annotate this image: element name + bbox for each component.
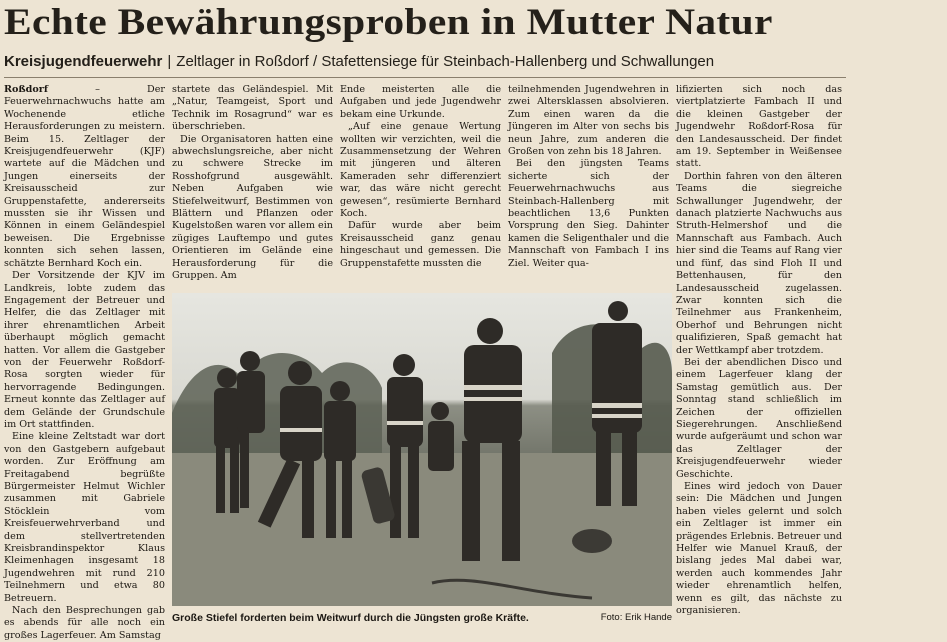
subheadline-row [4, 51, 846, 73]
text-column-3 [340, 84, 501, 289]
kicker-separator: | [167, 53, 172, 70]
paragraph: Dafür wurde aber beim Kreisausscheid ganz genau hingeschaut und gemessen. Die Gruppenstafette mussten die [340, 220, 501, 269]
paragraph: Der Vorsitzende der KJV im Landkreis, lobte zudem das Engagement der Betreuer und Helfer, die das Zeltlager mit ihrer ehrenamtlichen Arbeit überhaupt möglich gemacht hatten. Vor allem die Gastgeber von der Feuerwehr Roßdorf-Rosa sorgten wieder für hervorragende Bedingungen. Erneut konnte das Zeltlager auf dem Gelände der Grundschule im Ort stattfinden. [4, 270, 165, 430]
text-column-4 [508, 84, 669, 289]
text-column-1 [4, 84, 165, 641]
paragraph [4, 84, 165, 270]
news-photo [172, 293, 672, 606]
paragraph: startete das Geländespiel. Mit „Natur, Teamgeist, Sport und Technik im Rosagrund“ war es überschrieben. [172, 84, 333, 133]
photo-credit: Foto: Erik Hande [600, 612, 672, 623]
photo-caption: Große Stiefel forderten beim Weitwurf durch die Jüngsten große Kräfte. [172, 612, 529, 624]
text-column-2 [172, 84, 333, 289]
photo-illustration [172, 293, 672, 606]
paragraph: teilnehmenden Jugendwehren in zwei Altersklassen absolvieren. Zum einen waren da die Jüngeren im Alter von sechs bis neun Jahre, zum anderen die Großen von zehn bis 18 Jahren. [508, 84, 669, 158]
paragraph: Dorthin fahren von den älteren Teams die siegreiche Schwallunger Jugendwehr, der danach platzierte Nachwuchs aus Struth-Helmershof und die Mannschaft aus Fambach. Auch hier sind die Teams auf Rang vier und fünf, das sind Floh II und Bettenhausen, für den Landesausscheid zugelassen. Zwar konnten sich die Teilnehmer aus Frankenheim, Oberhof und Behrungen nicht qualifizieren, Spaß gemacht hat der Wettkampf aber trotzdem. [676, 170, 842, 356]
paragraph: lifizierten sich noch das viertplatzierte Fambach II und die kleinen Gastgeber der Jugendwehr Roßdorf-Rosa für den Landesausscheid. Der findet am 19. September in Weißensee statt. [676, 84, 842, 170]
paragraph-text: – Der Feuerwehrnachwuchs hatte am Wochenende etliche Herausforderungen zu meistern. Beim 15. Zeltlager der Kreisjugendfeuerwehr (KJF) wartete auf die Mädchen und Jungen einerseits der Kreisausscheid zur Gruppenstafette, andererseits mussten sie ihr Wissen und Können in einem Geländespiel beweisen. Die Ergebnisse konnten sich sehen lassen, schätzte Bernhard Koch ein. [4, 84, 165, 269]
paragraph: Eines wird jedoch von Dauer sein: Die Mädchen und Jungen haben vieles gelernt und solch ein Zeltlager ist immer ein prägendes Erlebnis. Betreuer und Helfer wie Manuel Krauß, der bislang jedes Mal dabei war, werden auch kommendes Jahr wieder ehrenamtlich helfen, wenn es gilt, das nächste zu organisieren. [676, 481, 842, 617]
text-column-5 [676, 84, 842, 624]
paragraph: „Auf eine genaue Wertung wollten wir verzichten, weil die Zusammensetzung der Wehren mit jüngeren und älteren Kameraden sehr differenziert war, das wäre nicht gerecht gewesen“, resümierte Bernhard Koch. [340, 121, 501, 220]
paragraph: Bei den jüngsten Teams sicherte sich der Feuerwehrnachwuchs aus Steinbach-Hallenberg mit beachtlichen 13,6 Punkten Vorsprung den Sieg. Dahinter kamen die Seligenthaler und die Mannschaft von Fambach I ins Ziel. Weiter qua- [508, 158, 669, 269]
paragraph: Bei der abendlichen Disco und einem Lagerfeuer klang der Samstag gemütlich aus. Der Sonntag stand schließlich im Zeichen der offiziellen Siegerehrungen. Anschließend wurde aufgeräumt und schon war das Zeltlager der Kreisjugendfeuerwehr wieder Geschichte. [676, 356, 842, 480]
kicker: Kreisjugendfeuerwehr [4, 53, 163, 70]
photo-helmet [572, 529, 612, 553]
paragraph: Nach den Besprechungen gab es abends für alle noch ein großes Lagerfeuer. Am Samstag [4, 605, 165, 641]
photo-caption-row [172, 609, 672, 627]
dateline: Roßdorf [4, 84, 48, 95]
subheadline: Zeltlager in Roßdorf / Stafettensiege für Steinbach-Hallenberg und Schwallungen [176, 53, 715, 70]
paragraph: Eine kleine Zeltstadt war dort von den Gastgebern aufgebaut worden. Zur Eröffnung am Freitagabend begrüßte Bürgermeister Helmut Wichler zusammen mit Gabriele Stöcklein vom Kreisfeuerwehrverband und dem stellvertretenden Kreisbrandinspektor Klaus Kleimenhagen insgesamt 18 Jugendwehren mit rund 210 Teilnehmern und etwa 80 Betreuern. [4, 431, 165, 604]
headline: Echte Bewährungsproben in Mutter Natur [4, 2, 773, 43]
paragraph: Die Organisatoren hatten eine abwechslungsreiche, aber nicht zu schwere Strecke im Rosshofgrund ausgewählt. Neben Aufgaben wie Stiefelweitwurf, Bestimmen von Blättern und Pflanzen oder Kugelstoßen waren vor allem ein zügiges Lauftempo und gutes Orientieren im Gelände eine Herausforderung für die Gruppen. Am [172, 133, 333, 282]
header-rule [4, 77, 846, 78]
paragraph: Ende meisterten alle die Aufgaben und jede Jugendwehr bekam eine Urkunde. [340, 84, 501, 120]
